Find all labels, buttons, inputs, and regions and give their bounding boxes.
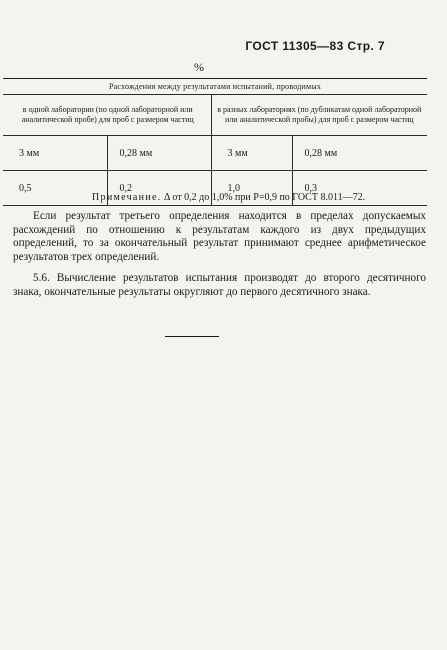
value-cell: 0,3 [292, 171, 427, 206]
results-table [3, 78, 427, 206]
table-title: Расхождения между результатами испытаний, проводимых [3, 79, 427, 95]
size-cell: 3 мм [3, 136, 107, 171]
size-cell: 0,28 мм [107, 136, 211, 171]
group-header-different-labs: в разных лабораториях (по дубликатам одной лабораторной или аналитической пробы) для проб с размером частиц [211, 95, 427, 136]
note-label: Примечание. [92, 192, 162, 203]
group-header-same-lab: в одной лаборатории (по одной лабораторной или аналитической пробе) для проб с размером частиц [3, 95, 211, 136]
size-cell: 0,28 мм [292, 136, 427, 171]
note-text: Δ от 0,2 до 1,0% при P=0,9 по ГОСТ 8.011—72. [164, 192, 366, 203]
value-cell: 0,5 [3, 171, 107, 206]
page-header: ГОСТ 11305—83 Стр. 7 [245, 39, 385, 53]
value-cell: 0,2 [107, 171, 211, 206]
paragraph-5-6: 5.6. Вычисление результатов испытания производят до второго десятичного знака, окончательные результаты округляют до первого десятичного знака. [13, 272, 426, 298]
value-cell: 1,0 [211, 171, 292, 206]
size-cell: 3 мм [211, 136, 292, 171]
table-note [92, 192, 365, 203]
table-row [3, 136, 427, 171]
percent-sign: % [194, 60, 204, 74]
paragraph-third-determination: Если результат третьего определения находится в пределах допускаемых расхождений по отношению к результатам каждого из двух предыдущих определений, то за окончательный результат принимают среднее арифметическое результатов трех определений. [13, 210, 426, 263]
end-rule [165, 336, 219, 337]
